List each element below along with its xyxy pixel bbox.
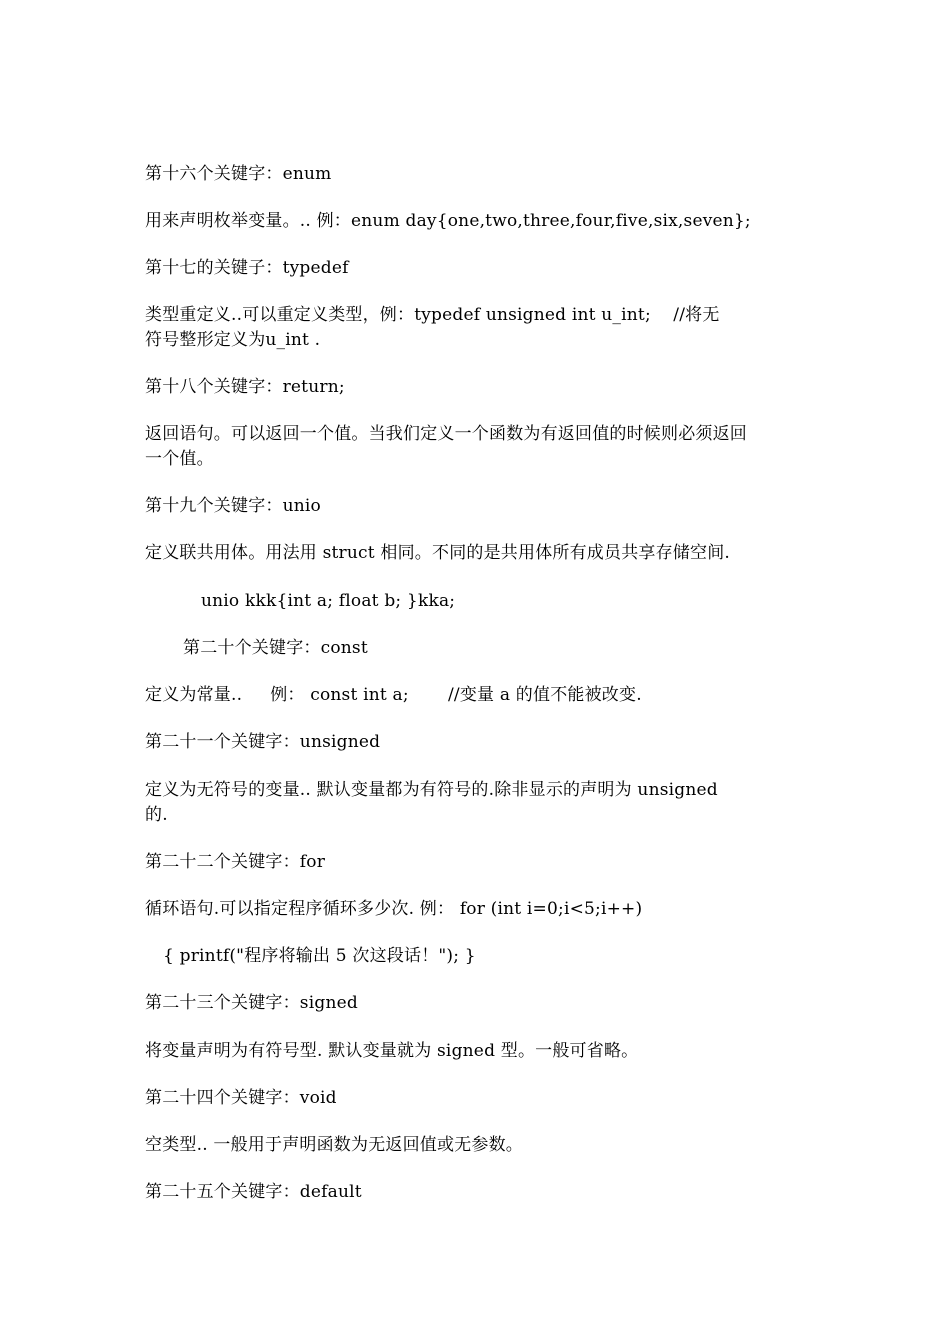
paragraph-const: 定义为常量.. 例： const int a; //变量 a 的值不能被改变. — [145, 685, 642, 705]
paragraph-return-line2: 一个值。 — [145, 449, 214, 469]
heading-keyword-17: 第十七的关键子：typedef — [145, 258, 349, 278]
paragraph-typedef-line2: 符号整形定义为u_int . — [145, 330, 321, 350]
paragraph-signed: 将变量声明为有符号型. 默认变量就为 signed 型。一般可省略。 — [145, 1041, 639, 1061]
code-for-example: { printf("程序将输出 5 次这段话！"); } — [163, 946, 476, 966]
paragraph-return-line1: 返回语句。可以返回一个值。当我们定义一个函数为有返回值的时候则必须返回 — [145, 424, 747, 444]
paragraph-union: 定义联共用体。用法用 struct 相同。不同的是共用体所有成员共享存储空间. — [145, 543, 730, 563]
paragraph-unsigned-line1: 定义为无符号的变量.. 默认变量都为有符号的.除非显示的声明为 unsigned — [145, 780, 718, 800]
heading-keyword-22: 第二十二个关键字：for — [145, 852, 326, 872]
paragraph-enum: 用来声明枚举变量。.. 例：enum day{one,two,three,four,five,six,seven}; — [145, 211, 751, 231]
paragraph-unsigned-line2: 的. — [145, 805, 168, 825]
heading-keyword-21: 第二十一个关键字：unsigned — [145, 732, 381, 752]
paragraph-void: 空类型.. 一般用于声明函数为无返回值或无参数。 — [145, 1135, 524, 1155]
heading-keyword-18: 第十八个关键字：return; — [145, 377, 345, 397]
heading-keyword-20: 第二十个关键字：const — [183, 638, 368, 658]
heading-keyword-24: 第二十四个关键字：void — [145, 1088, 337, 1108]
paragraph-for: 循环语句.可以指定程序循环多少次. 例： for (int i=0;i<5;i++) — [145, 899, 643, 919]
code-union-example: unio kkk{int a; float b; }kka; — [201, 591, 456, 611]
heading-keyword-23: 第二十三个关键字：signed — [145, 993, 358, 1013]
heading-keyword-16: 第十六个关键字：enum — [145, 164, 332, 184]
heading-keyword-19: 第十九个关键字：unio — [145, 496, 321, 516]
heading-keyword-25: 第二十五个关键字：default — [145, 1182, 362, 1202]
paragraph-typedef-line1: 类型重定义..可以重定义类型，例：typedef unsigned int u_int; //将无 — [145, 305, 720, 325]
